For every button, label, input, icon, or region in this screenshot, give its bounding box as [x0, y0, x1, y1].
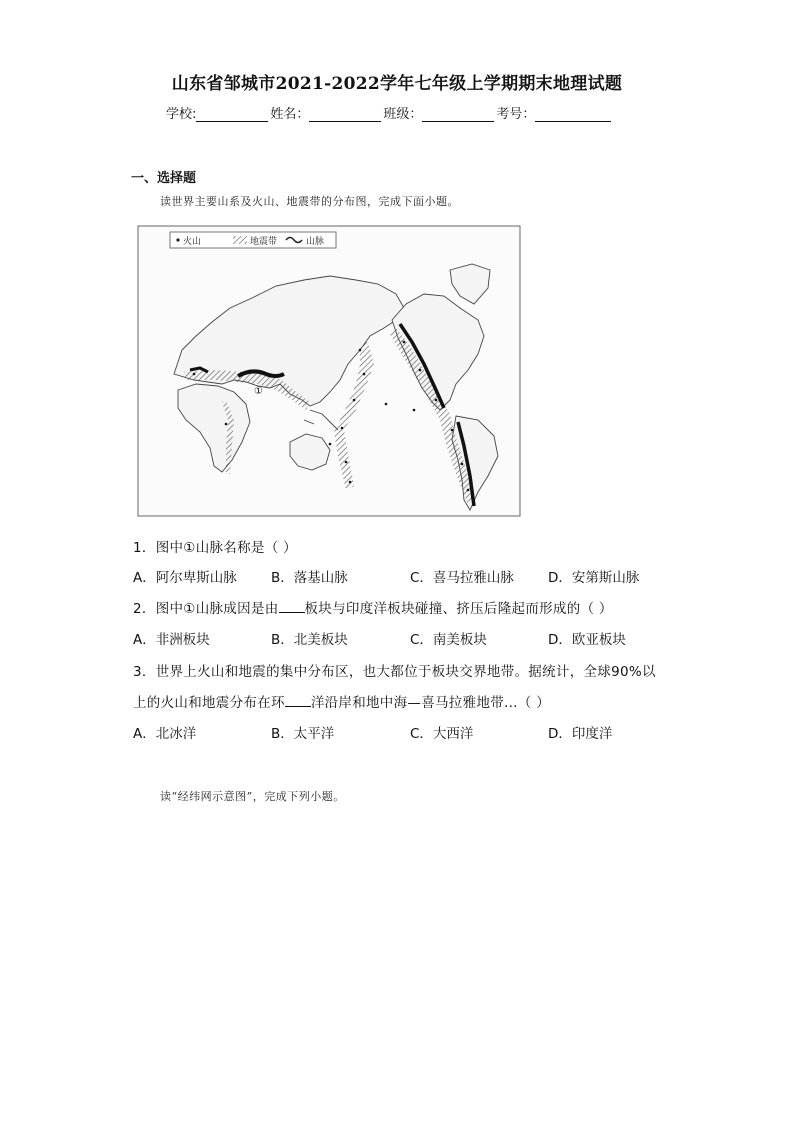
school-label: 学校:: [166, 107, 197, 122]
question-2-options: [133, 628, 693, 648]
intro-text-2: 读“经纬网示意图”，完成下列小题。: [160, 790, 345, 803]
question-3-stem-line-2: [133, 691, 550, 711]
question-1-stem: 1．图中①山脉名称是（ ）: [133, 540, 297, 556]
q3-option-d[interactable]: D．印度洋: [548, 726, 613, 742]
q2-stem-before: 2．图中①山脉成因是由: [133, 601, 279, 617]
world-map-figure: [134, 224, 524, 520]
q3-option-b[interactable]: B．太平洋: [271, 726, 335, 742]
q2-answer-blank: [279, 600, 305, 613]
q3-answer-blank: [285, 694, 311, 707]
exam-number-blank[interactable]: [535, 107, 611, 122]
question-2-stem: [133, 597, 613, 617]
question-3-options: [133, 722, 693, 742]
q2-option-c[interactable]: C．南美板块: [410, 632, 487, 648]
q2-option-b[interactable]: B．北美板块: [271, 632, 348, 648]
class-label: 班级：: [383, 107, 423, 122]
legend-mountain-text: 山脉: [306, 237, 325, 247]
question-1-options: [133, 566, 693, 586]
intro-text-1: 读世界主要山系及火山、地震带的分布图，完成下面小题。: [160, 195, 459, 208]
mountain-marker-1: ①: [254, 386, 263, 397]
q1-option-c[interactable]: C．喜马拉雅山脉: [410, 570, 514, 586]
legend-volcano-text: 火山: [183, 237, 202, 247]
section-title: 一、选择题: [131, 171, 197, 186]
class-blank[interactable]: [422, 107, 494, 122]
question-3-stem-line-1: 3．世界上火山和地震的集中分布区，也大都位于板块交界地带。据统计，全球90%以: [133, 664, 656, 680]
q2-option-a[interactable]: A．非洲板块: [133, 632, 210, 648]
q1-option-a[interactable]: A．阿尔卑斯山脉: [133, 570, 237, 586]
name-label: 姓名：: [270, 107, 310, 122]
volcano-legend-icon: [176, 238, 179, 241]
q3-stem-before: 上的火山和地震分布在环: [133, 695, 285, 711]
q1-option-b[interactable]: B．落基山脉: [271, 570, 348, 586]
q3-option-c[interactable]: C．大西洋: [410, 726, 474, 742]
page-title: 山东省邹城市2021-2022学年七年级上学期期末地理试题: [171, 74, 623, 94]
school-blank[interactable]: [196, 107, 268, 122]
name-blank[interactable]: [309, 107, 381, 122]
legend-quake-text: 地震带: [250, 237, 278, 247]
quake-legend-icon: [233, 236, 247, 244]
exam-number-label: 考号：: [496, 107, 536, 122]
q1-option-d[interactable]: D．安第斯山脉: [548, 570, 640, 586]
q2-option-d[interactable]: D．欧亚板块: [548, 632, 626, 648]
q3-stem-after: 洋沿岸和地中海—喜马拉雅地带…（ ）: [310, 695, 551, 711]
student-info-line: [166, 103, 613, 122]
q2-stem-after: 板块与印度洋板块碰撞、挤压后隆起而形成的（ ）: [304, 601, 613, 617]
q3-option-a[interactable]: A．北冰洋: [133, 726, 197, 742]
